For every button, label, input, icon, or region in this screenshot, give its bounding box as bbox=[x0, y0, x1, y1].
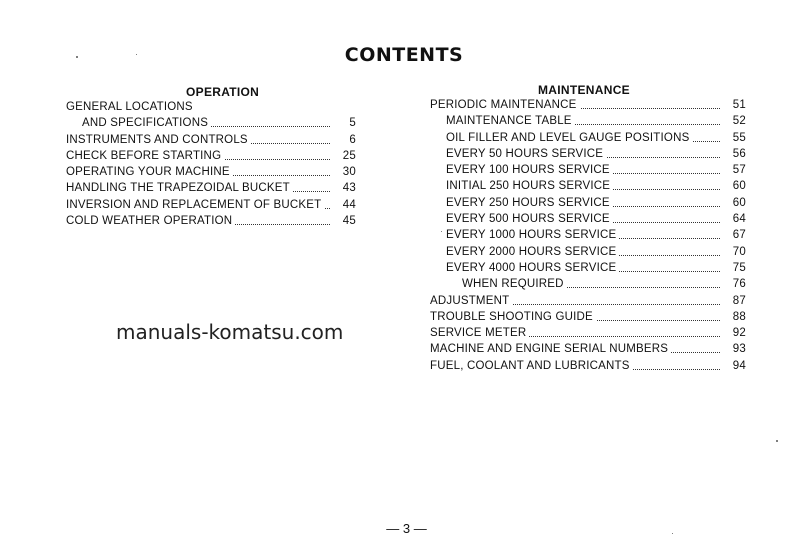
toc-entry-title: WHEN REQUIRED bbox=[462, 278, 567, 290]
toc-entry-page: 30 bbox=[342, 166, 356, 179]
toc-entry bbox=[66, 182, 356, 198]
toc-entry bbox=[66, 150, 356, 166]
toc-entry-title: MACHINE AND ENGINE SERIAL NUMBERS bbox=[430, 343, 671, 355]
toc-entry bbox=[430, 148, 746, 164]
page-title: CONTENTS bbox=[344, 44, 464, 66]
maintenance-heading: MAINTENANCE bbox=[538, 83, 630, 97]
toc-entry-title: CHECK BEFORE STARTING bbox=[66, 150, 224, 162]
toc-entry bbox=[430, 229, 746, 245]
toc-entry bbox=[66, 101, 356, 117]
toc-entry-title: FUEL, COOLANT AND LUBRICANTS bbox=[430, 360, 633, 372]
toc-entry bbox=[430, 180, 746, 196]
toc-entry bbox=[430, 132, 746, 148]
toc-entry-title: PERIODIC MAINTENANCE bbox=[430, 99, 580, 111]
toc-entry bbox=[430, 311, 746, 327]
toc-entry bbox=[430, 213, 746, 229]
toc-entry-title: HANDLING THE TRAPEZOIDAL BUCKET bbox=[66, 182, 293, 194]
toc-entry-page: 75 bbox=[732, 261, 746, 274]
toc-entry-page: 64 bbox=[732, 213, 746, 226]
toc-entry-page: 5 bbox=[349, 117, 356, 130]
toc-entry-title: INVERSION AND REPLACEMENT OF BUCKET bbox=[66, 199, 324, 211]
toc-entry-page: 52 bbox=[732, 115, 746, 128]
operation-toc bbox=[66, 101, 356, 231]
toc-entry-page: 92 bbox=[732, 327, 746, 340]
toc-entry bbox=[430, 327, 746, 343]
toc-entry-page: 6 bbox=[349, 133, 356, 146]
toc-entry bbox=[66, 199, 356, 215]
toc-entry-title: EVERY 250 HOURS SERVICE bbox=[446, 197, 613, 209]
toc-entry-title: EVERY 2000 HOURS SERVICE bbox=[446, 246, 619, 258]
toc-entry-title: OPERATING YOUR MACHINE bbox=[66, 166, 233, 178]
toc-entry bbox=[66, 215, 356, 231]
operation-heading: OPERATION bbox=[186, 85, 260, 99]
toc-entry-title: EVERY 1000 HOURS SERVICE bbox=[446, 229, 619, 241]
toc-entry-title: INSTRUMENTS AND CONTROLS bbox=[66, 134, 251, 146]
toc-entry-title: GENERAL LOCATIONS bbox=[66, 101, 196, 113]
toc-entry-page: 67 bbox=[732, 229, 746, 242]
toc-entry-page: 55 bbox=[732, 131, 746, 144]
toc-entry bbox=[430, 115, 746, 131]
toc-entry-title: AND SPECIFICATIONS bbox=[82, 117, 211, 129]
toc-entry bbox=[430, 246, 746, 262]
scan-speck bbox=[672, 533, 673, 534]
toc-entry-title: MAINTENANCE TABLE bbox=[446, 115, 575, 127]
page-number: — 3 — bbox=[386, 521, 427, 536]
toc-entry bbox=[430, 343, 746, 359]
toc-entry-page: 44 bbox=[342, 198, 356, 211]
toc-entry bbox=[430, 262, 746, 278]
toc-entry bbox=[430, 197, 746, 213]
toc-entry-page: 57 bbox=[732, 164, 746, 177]
toc-entry-title: OIL FILLER AND LEVEL GAUGE POSITIONS bbox=[446, 132, 692, 144]
scan-speck bbox=[441, 231, 442, 232]
toc-entry bbox=[430, 278, 746, 294]
toc-entry bbox=[66, 134, 356, 150]
toc-entry-page: 45 bbox=[342, 215, 356, 228]
toc-entry-page: 70 bbox=[732, 245, 746, 258]
toc-entry-page: 60 bbox=[732, 180, 746, 193]
toc-entry-title: COLD WEATHER OPERATION bbox=[66, 215, 235, 227]
toc-entry-page: 25 bbox=[342, 149, 356, 162]
watermark: manuals-komatsu.com bbox=[116, 320, 344, 344]
toc-entry-page: 93 bbox=[732, 343, 746, 356]
toc-entry-title: SERVICE METER bbox=[430, 327, 529, 339]
scan-speck bbox=[76, 56, 78, 58]
scan-speck bbox=[136, 54, 137, 55]
toc-entry-page: 51 bbox=[732, 99, 746, 111]
toc-entry-page: 88 bbox=[732, 310, 746, 323]
toc-entry-title: ADJUSTMENT bbox=[430, 295, 512, 307]
toc-entry-title: EVERY 4000 HOURS SERVICE bbox=[446, 262, 619, 274]
toc-entry bbox=[430, 164, 746, 180]
toc-entry-page: 94 bbox=[732, 359, 746, 372]
toc-entry-page: 76 bbox=[732, 278, 746, 291]
toc-entry-title: EVERY 500 HOURS SERVICE bbox=[446, 213, 613, 225]
toc-entry bbox=[430, 360, 746, 376]
toc-entry bbox=[430, 99, 746, 115]
toc-entry-page: 60 bbox=[732, 196, 746, 209]
toc-entry bbox=[66, 166, 356, 182]
toc-entry bbox=[66, 117, 356, 133]
toc-entry-title: INITIAL 250 HOURS SERVICE bbox=[446, 180, 613, 192]
scan-speck bbox=[776, 440, 778, 442]
maintenance-toc bbox=[430, 99, 746, 376]
toc-entry-page: 43 bbox=[342, 182, 356, 195]
toc-entry-title: EVERY 50 HOURS SERVICE bbox=[446, 148, 606, 160]
toc-entry-page: 87 bbox=[732, 294, 746, 307]
toc-entry-title: TROUBLE SHOOTING GUIDE bbox=[430, 311, 596, 323]
toc-entry-title: EVERY 100 HOURS SERVICE bbox=[446, 164, 613, 176]
toc-entry-page: 56 bbox=[732, 147, 746, 160]
toc-entry bbox=[430, 295, 746, 311]
